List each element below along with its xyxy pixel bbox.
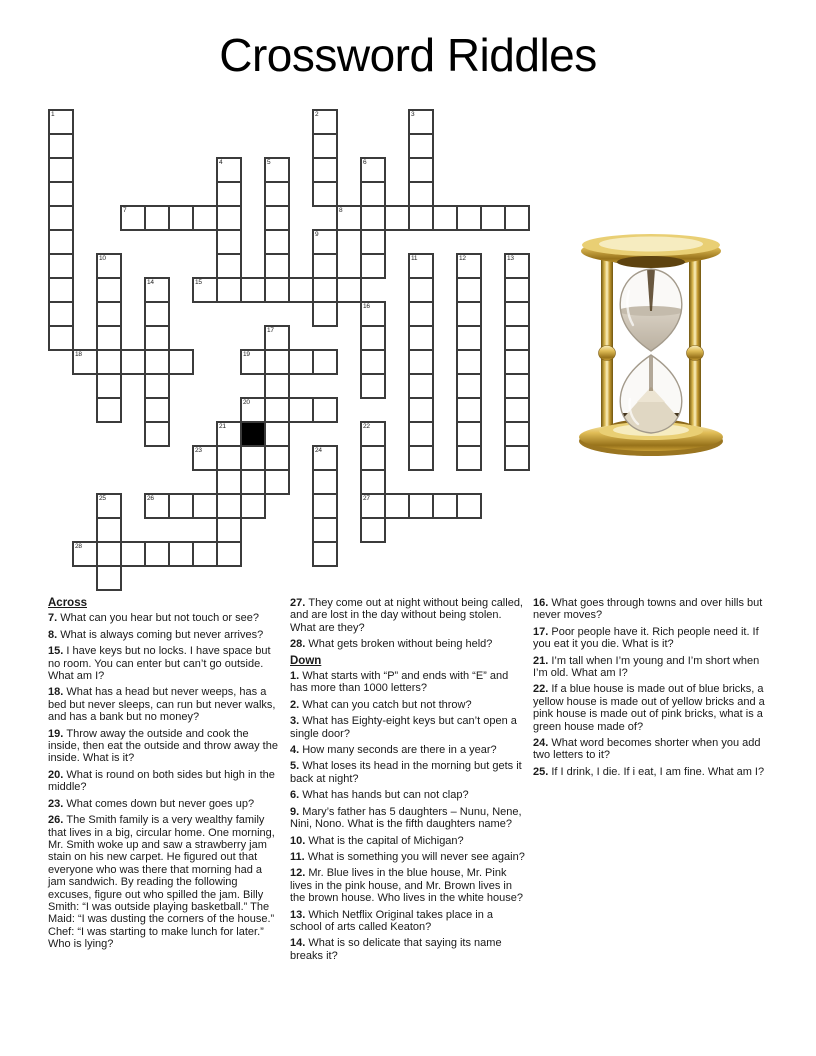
grid-cell[interactable] [48, 301, 74, 327]
grid-cell[interactable] [456, 397, 482, 423]
grid-cell[interactable] [456, 493, 482, 519]
grid-cell[interactable] [96, 565, 122, 591]
clue-number: 26. [48, 814, 67, 827]
grid-cell[interactable] [480, 205, 506, 231]
cell-number: 12 [459, 255, 466, 262]
clue-6-down [290, 789, 527, 801]
cell-number: 18 [75, 351, 82, 358]
grid-cell[interactable] [240, 445, 266, 471]
clues-column-1 [48, 597, 280, 955]
clue-text: What is always coming but never arrives? [60, 628, 264, 641]
clue-number: 6. [290, 789, 303, 802]
grid-cell[interactable] [408, 205, 434, 231]
clue-text: I have keys but no locks. I have space but no room. You can enter but can’t go outside. What am I? [48, 645, 271, 683]
grid-cell[interactable] [504, 205, 530, 231]
grid-cell[interactable] [216, 253, 242, 279]
grid-cell[interactable] [264, 229, 290, 255]
grid-cell[interactable] [456, 325, 482, 351]
grid-cell[interactable] [456, 277, 482, 303]
clue-number: 25. [533, 765, 552, 778]
grid-cell[interactable] [216, 421, 242, 447]
clue-text: What has Eighty-eight keys but can’t open a single door? [290, 715, 517, 740]
grid-cell[interactable] [144, 205, 170, 231]
grid-cell[interactable] [216, 181, 242, 207]
clue-number: 9. [290, 805, 303, 818]
hourglass-glass [615, 269, 687, 435]
hourglass-image [577, 231, 725, 459]
clue-9-down [290, 806, 527, 831]
grid-cell[interactable] [504, 253, 530, 279]
grid-cell[interactable] [144, 541, 170, 567]
page-title: Crossword Riddles [219, 29, 597, 81]
grid-cell[interactable] [408, 277, 434, 303]
grid-cell[interactable] [408, 253, 434, 279]
clue-16-down [533, 597, 775, 622]
grid-cell[interactable] [216, 517, 242, 543]
grid-cell[interactable] [456, 445, 482, 471]
clue-text: What has a head but never weeps, has a bed but never sleeps, can run but never walks, and has a bank but no money? [48, 686, 276, 724]
grid-cell[interactable] [240, 397, 266, 423]
cell-number: 24 [315, 447, 322, 454]
clue-7-across [48, 612, 280, 624]
grid-cell[interactable] [336, 277, 362, 303]
clue-number: 2. [290, 698, 303, 711]
cell-number: 25 [99, 495, 106, 502]
clue-text: What is round on both sides but high in the middle? [48, 768, 275, 794]
grid-cell[interactable] [312, 301, 338, 327]
grid-cell[interactable] [72, 541, 98, 567]
grid-cell[interactable] [408, 493, 434, 519]
clue-text: What goes through towns and over hills but never moves? [533, 597, 763, 622]
cell-number: 27 [363, 495, 370, 502]
clue-number: 8. [48, 628, 61, 641]
clue-number: 27. [290, 597, 309, 609]
grid-cell[interactable] [264, 349, 290, 375]
clue-text: What loses its head in the morning but gets it back at night? [290, 760, 522, 785]
grid-cell[interactable] [408, 133, 434, 159]
grid-cell[interactable] [264, 397, 290, 423]
clue-number: 1. [290, 670, 303, 683]
clue-28-across [290, 638, 527, 650]
grid-cell[interactable] [48, 277, 74, 303]
grid-cell[interactable] [216, 205, 242, 231]
clue-number: 7. [48, 612, 61, 625]
grid-cell[interactable] [192, 541, 218, 567]
grid-cell[interactable] [456, 301, 482, 327]
clue-text: Poor people have it. Rich people need it. If you eat it you die. What is it? [533, 625, 759, 651]
cell-number: 17 [267, 327, 274, 334]
clue-number: 28. [290, 638, 309, 651]
clue-14-down [290, 937, 527, 962]
cell-number: 21 [219, 423, 226, 430]
grid-cell[interactable] [120, 541, 146, 567]
grid-cell[interactable] [408, 157, 434, 183]
grid-cell[interactable] [288, 349, 314, 375]
clue-24-down [533, 737, 775, 762]
clues-column-2 [290, 597, 527, 966]
grid-cell[interactable] [96, 541, 122, 567]
clue-26-across [48, 814, 280, 950]
cell-number: 9 [315, 231, 319, 238]
clue-18-across [48, 686, 280, 723]
cell-number: 14 [147, 279, 154, 286]
grid-cell[interactable] [144, 493, 170, 519]
clue-number: 23. [48, 797, 67, 810]
cell-number: 2 [315, 111, 319, 118]
grid-cell[interactable] [360, 517, 386, 543]
cell-number: 19 [243, 351, 250, 358]
clue-number: 11. [290, 850, 308, 863]
clue-number: 4. [290, 744, 303, 757]
grid-cell[interactable] [408, 421, 434, 447]
grid-cell[interactable] [144, 397, 170, 423]
grid-cell[interactable] [216, 277, 242, 303]
grid-cell[interactable] [312, 133, 338, 159]
grid-cell[interactable] [312, 493, 338, 519]
clue-19-across [48, 728, 280, 765]
clue-27-across [290, 597, 527, 634]
grid-cell[interactable] [408, 445, 434, 471]
grid-cell[interactable] [168, 493, 194, 519]
clue-text: Mr. Blue lives in the blue house, Mr. Pink lives in the pink house, and Mr. Brown lives in the brown house. Who lives in the white house? [290, 867, 523, 905]
grid-cell[interactable] [312, 445, 338, 471]
clue-10-down [290, 835, 527, 847]
grid-cell[interactable] [408, 349, 434, 375]
grid-cell[interactable] [312, 397, 338, 423]
cell-number: 26 [147, 495, 154, 502]
clue-text: What starts with “P” and ends with “E” and has more than 1000 letters? [290, 670, 509, 695]
grid-cell[interactable] [312, 349, 338, 375]
cell-number: 3 [411, 111, 415, 118]
grid-cell[interactable] [360, 445, 386, 471]
grid-cell[interactable] [96, 493, 122, 519]
grid-cell[interactable] [288, 277, 314, 303]
clue-number: 20. [48, 768, 67, 781]
grid-cell[interactable] [264, 205, 290, 231]
clue-number: 14. [290, 937, 309, 950]
cell-number: 6 [363, 159, 367, 166]
grid-cell[interactable] [48, 205, 74, 231]
grid-cell[interactable] [288, 397, 314, 423]
grid-cell[interactable] [360, 157, 386, 183]
clue-text: What can you catch but not throw? [302, 698, 472, 711]
grid-cell[interactable] [240, 349, 266, 375]
grid-cell[interactable] [144, 421, 170, 447]
grid-cell[interactable] [48, 325, 74, 351]
cell-number: 15 [195, 279, 202, 286]
grid-cell[interactable] [264, 469, 290, 495]
cell-number: 10 [99, 255, 106, 262]
grid-cell[interactable] [504, 301, 530, 327]
grid-cell[interactable] [120, 205, 146, 231]
grid-cell[interactable] [120, 349, 146, 375]
clue-20-across [48, 769, 280, 794]
grid-cell[interactable] [48, 181, 74, 207]
grid-cell[interactable] [312, 157, 338, 183]
clue-23-across [48, 798, 280, 810]
grid-cell[interactable] [456, 253, 482, 279]
clue-number: 16. [533, 597, 552, 609]
grid-cell[interactable] [144, 301, 170, 327]
cell-number: 13 [507, 255, 514, 262]
clue-text: I’m tall when I’m young and I’m short when I’m old. What am I? [533, 654, 760, 680]
clue-4-down [290, 744, 527, 756]
grid-cell[interactable] [408, 373, 434, 399]
grid-cell[interactable] [360, 493, 386, 519]
grid-cell[interactable] [168, 349, 194, 375]
grid-cell[interactable] [312, 517, 338, 543]
grid-cell[interactable] [360, 301, 386, 327]
grid-cell[interactable] [456, 205, 482, 231]
across-header: Across [48, 597, 87, 609]
grid-cell[interactable] [216, 493, 242, 519]
cell-number: 16 [363, 303, 370, 310]
clue-text: If a blue house is made out of blue bricks, a yellow house is made out of yellow bricks and a pink house is made out of pink bricks, what is a green house made of? [533, 683, 765, 733]
grid-cell[interactable] [264, 157, 290, 183]
grid-cell[interactable] [360, 349, 386, 375]
grid-cell[interactable] [408, 397, 434, 423]
clue-text: What can you hear but not touch or see? [60, 612, 259, 625]
grid-cell[interactable] [264, 445, 290, 471]
clue-text: What is so delicate that saying its name breaks it? [290, 937, 502, 962]
grid-cell[interactable] [360, 181, 386, 207]
grid-cell[interactable] [456, 373, 482, 399]
grid-cell[interactable] [312, 253, 338, 279]
grid-cell[interactable] [408, 109, 434, 135]
grid-cell[interactable] [384, 205, 410, 231]
grid-cell[interactable] [312, 229, 338, 255]
grid-cell[interactable] [72, 349, 98, 375]
cell-number: 23 [195, 447, 202, 454]
clue-25-down [533, 766, 775, 778]
grid-cell[interactable] [264, 373, 290, 399]
clue-number: 21. [533, 654, 552, 667]
grid-cell-black [240, 421, 266, 447]
clue-text: What is the capital of Michigan? [308, 834, 464, 847]
grid-cell[interactable] [264, 325, 290, 351]
cell-number: 20 [243, 399, 250, 406]
clue-text: What is something you will never see again? [307, 850, 525, 863]
grid-cell[interactable] [360, 373, 386, 399]
grid-cell[interactable] [96, 517, 122, 543]
grid-cell[interactable] [96, 397, 122, 423]
clue-number: 15. [48, 645, 67, 658]
grid-cell[interactable] [144, 373, 170, 399]
grid-cell[interactable] [360, 469, 386, 495]
clue-11-down [290, 851, 527, 863]
grid-cell[interactable] [96, 373, 122, 399]
grid-cell[interactable] [96, 253, 122, 279]
clue-13-down [290, 909, 527, 934]
clue-number: 22. [533, 683, 552, 696]
grid-cell[interactable] [216, 445, 242, 471]
cell-number: 8 [339, 207, 343, 214]
clue-number: 3. [290, 715, 303, 728]
grid-cell[interactable] [264, 253, 290, 279]
grid-cell[interactable] [192, 493, 218, 519]
clue-number: 5. [290, 760, 303, 773]
grid-cell[interactable] [240, 277, 266, 303]
clue-text: The Smith family is a very wealthy family that lives in a big, circular home. One morning, Mr. Smith woke up and saw a strawberry jam stain on his new carpet. He figured out that everyone who was there that morning had a jam sandwich. By reading the following excuses, figure out who spilled the jam. Billy Smith: “I was outside playing basketball.” The Maid: “I was dusting the corners of the house.” Chef: “I was starting to make lunch for later.” Who is lying? [48, 814, 275, 951]
clue-1-down [290, 670, 527, 695]
clue-number: 24. [533, 737, 552, 750]
grid-cell[interactable] [432, 493, 458, 519]
grid-cell[interactable] [312, 277, 338, 303]
clue-22-down [533, 683, 775, 733]
clue-text: What comes down but never goes up? [66, 797, 255, 810]
cell-number: 11 [411, 255, 418, 262]
cell-number: 5 [267, 159, 271, 166]
grid-cell[interactable] [48, 253, 74, 279]
grid-cell[interactable] [216, 229, 242, 255]
clue-text: What word becomes shorter when you add two letters to it? [533, 737, 761, 762]
grid-cell[interactable] [96, 277, 122, 303]
grid-cell[interactable] [144, 349, 170, 375]
grid-cell[interactable] [504, 277, 530, 303]
grid-cell[interactable] [360, 421, 386, 447]
clue-3-down [290, 715, 527, 740]
clue-21-down [533, 655, 775, 680]
crossword-grid [48, 109, 531, 592]
cell-number: 1 [51, 111, 55, 118]
clue-12-down [290, 867, 527, 904]
grid-cell[interactable] [48, 133, 74, 159]
grid-cell[interactable] [48, 109, 74, 135]
clue-text: They come out at night without being called, and are lost in the day without being stolen. What are they? [290, 597, 523, 634]
clue-number: 10. [290, 834, 309, 847]
clue-text: Throw away the outside and cook the inside, then eat the outside and throw away the inside. What is it? [48, 727, 278, 765]
grid-cell[interactable] [360, 325, 386, 351]
grid-cell[interactable] [360, 205, 386, 231]
grid-cell[interactable] [360, 229, 386, 255]
grid-cell[interactable] [432, 205, 458, 231]
clue-text: Which Netflix Original takes place in a school of arts called Keaton? [290, 908, 493, 933]
down-header: Down [290, 654, 322, 667]
grid-cell[interactable] [216, 469, 242, 495]
grid-cell[interactable] [384, 493, 410, 519]
grid-cell[interactable] [168, 205, 194, 231]
grid-cell[interactable] [192, 277, 218, 303]
grid-cell[interactable] [48, 157, 74, 183]
grid-cell[interactable] [96, 349, 122, 375]
grid-cell[interactable] [168, 541, 194, 567]
grid-cell[interactable] [408, 181, 434, 207]
cell-number: 7 [123, 207, 127, 214]
clue-text: What gets broken without being held? [308, 638, 493, 651]
clue-number: 12. [290, 867, 309, 880]
grid-cell[interactable] [264, 421, 290, 447]
grid-cell[interactable] [504, 445, 530, 471]
grid-cell[interactable] [504, 421, 530, 447]
cell-number: 4 [219, 159, 223, 166]
clue-8-across [48, 629, 280, 641]
clue-text: If I drink, I die. If i eat, I am fine. What am I? [551, 765, 765, 778]
clue-number: 18. [48, 686, 67, 699]
clue-text: How many seconds are there in a year? [302, 744, 497, 757]
grid-cell[interactable] [192, 445, 218, 471]
grid-cell[interactable] [312, 469, 338, 495]
grid-cell[interactable] [312, 181, 338, 207]
clue-number: 17. [533, 625, 552, 638]
grid-cell[interactable] [264, 181, 290, 207]
clue-text: Mary’s father has 5 daughters – Nunu, Nene, Nini, Nono. What is the fifth daughters name? [290, 805, 522, 831]
grid-cell[interactable] [504, 325, 530, 351]
grid-cell[interactable] [456, 349, 482, 375]
grid-cell[interactable] [336, 205, 362, 231]
grid-cell[interactable] [96, 325, 122, 351]
clue-5-down [290, 760, 527, 785]
cell-number: 22 [363, 423, 370, 430]
grid-cell[interactable] [408, 301, 434, 327]
grid-cell[interactable] [264, 277, 290, 303]
grid-cell[interactable] [96, 301, 122, 327]
grid-cell[interactable] [504, 397, 530, 423]
grid-cell[interactable] [240, 493, 266, 519]
clues-column-3 [533, 597, 775, 782]
grid-cell[interactable] [456, 421, 482, 447]
grid-cell[interactable] [216, 157, 242, 183]
grid-cell[interactable] [312, 541, 338, 567]
grid-cell[interactable] [408, 325, 434, 351]
grid-cell[interactable] [144, 277, 170, 303]
grid-cell[interactable] [216, 541, 242, 567]
clue-number: 13. [290, 908, 309, 921]
clue-text: What has hands but can not clap? [302, 789, 469, 802]
grid-cell[interactable] [504, 349, 530, 375]
clue-number: 19. [48, 727, 67, 740]
grid-cell[interactable] [312, 109, 338, 135]
clue-17-down [533, 626, 775, 651]
grid-cell[interactable] [144, 325, 170, 351]
cell-number: 28 [75, 543, 82, 550]
clue-2-down [290, 699, 527, 711]
grid-cell[interactable] [504, 373, 530, 399]
grid-cell[interactable] [192, 205, 218, 231]
grid-cell[interactable] [360, 253, 386, 279]
clue-15-across [48, 645, 280, 682]
grid-cell[interactable] [48, 229, 74, 255]
